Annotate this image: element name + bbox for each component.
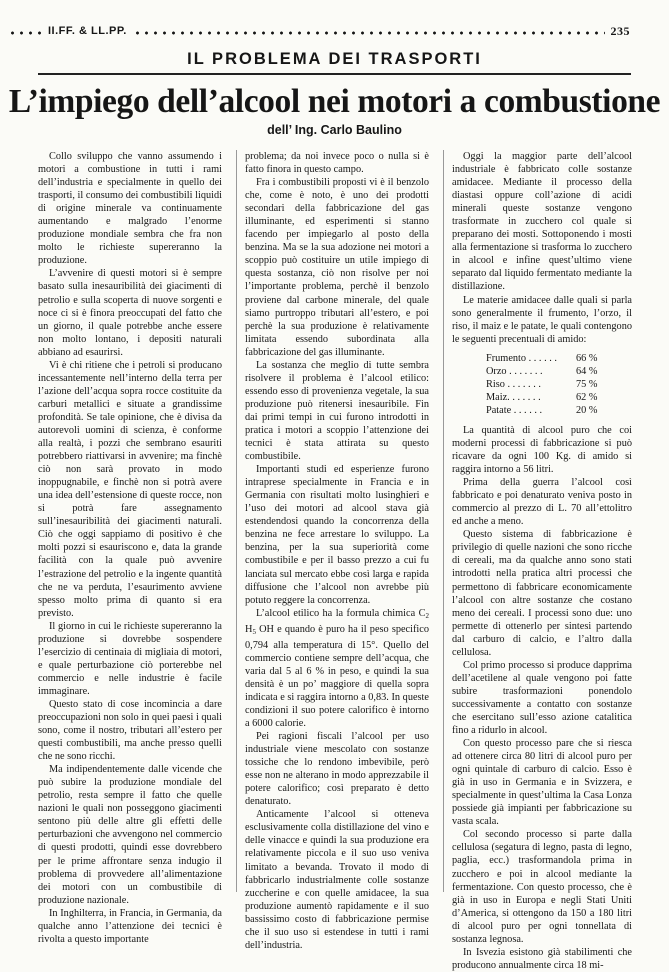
- paragraph: Oggi la maggior parte dell’alcool industriale è fabbricato colle sostanze amidacee. Mediante il processo della diastasi oppure coll’azione di acidi minerali queste sostanze vengono trasformate in zucchero col quale si preparano dei mosti. Sottoponendo i mosti alla fermentazione si trasforma lo zucchero in alcool e infine quest’ultimo viene separato dal liquido fermentato mediante la distillazione.: [452, 151, 632, 293]
- paragraph: Fra i combustibili proposti vi è il benzolo che, come è noto, è uno dei prodotti secondari della fabbricazione del gas illuminante, ed esperimenti si stanno facendo per impiegarlo al posto della benzina. Ma se la sua adozione nei motori a scoppio può costituire un utile impiego di questa sostanza, ciò non risolve per noi l’importante problema, perchè il benzolo proviene dal carbone minerale, del quale siamo purtroppo tributari all’estero, e poi perchè la sua produzione è relativamente limitata essendo subordinata alla fabbricazione del gas illuminante.: [245, 177, 429, 358]
- paragraph: Prima della guerra l’alcool così fabbricato e poi denaturato veniva posto in commercio al prezzo di L. 70 all’ettolitro ed anche a meno.: [452, 477, 632, 528]
- paragraph: Collo sviluppo che vanno assumendo i motori a combustione in tutti i rami dell’industria e specialmente in quello dei trasporti, il consumo dei combustibili liquidi di origine minerale va continuamente aumentando e malgrado l’enorme produzione mondiale sembra che fra non molto le richieste supereranno la produzione.: [38, 151, 222, 267]
- paragraph: Questo sistema di fabbricazione è privilegio di quelle nazioni che sono ricche di cereali, ma da qualche anno sono stati introdotti nella pratica altri processi che permettono di fabbricare economicamente l’alcool con altre sostanze che costano meno dei cereali. I processi sono due: uno permette di ottenerlo per sintesi partendo dal carburo di calcio, e l’altro dalla cellulosa.: [452, 529, 632, 658]
- paragraph: La sostanza che meglio di tutte sembra risolvere il problema è l’alcool etilico: essendo esso di provenienza vegetale, la sua produzione può ritenersi inesauribile. Fin dai primi tempi in cui furono introdotti in pratica i motori a scoppio l’attenzione dei tecnici è stata attirata su questo combustibile.: [245, 359, 429, 463]
- column-divider: [236, 150, 237, 892]
- paragraph: Vi è chi ritiene che i petroli si producano incessantemente nell’interno della terra per l’azione dell’acqua sopra rocce costituite da carburi metallici e situate a grandissime profondità. Se tale opinione, che è divisa da autorevoli uomini di scienza, è conforme alla realtà, i pozzi che sembrano esauriti potrebbero riattivarsi in avvenire; ma finchè ciò non sarà provato in modo inoppugnabile, e finchè non si potrà avere una idea dell’estensione di queste rocce, non si potrà fare assegnamento sull’inesauribilità dei giacimenti naturali. Ciò che oggi sappiamo di positivo è che molti pozzi si esauriscono e, data la grande facilità con la quale può avvenire l’estrazione del petrolio e la ingente quantità che ne va perduta, l’esaurimento avviene spesso molto prima di quanto si era previsto.: [38, 359, 222, 619]
- paragraph: problema; da noi invece poco o nulla si è fatto finora in questo campo.: [245, 151, 429, 176]
- table-row: Riso . . . . . . . 75 %: [486, 378, 598, 390]
- column-divider: [443, 150, 444, 892]
- paragraph: L’avvenire di questi motori si è sempre basato sulla inesauribilità dei giacimenti di petrolio e sulla scoperta di nuove sorgenti e noce ci si è finora preoccupati del fatto che un giorno, il quale potrebbe anche essere non molto lontano, i depositi naturali abbiano ad esaurirsi.: [38, 268, 222, 358]
- paragraph: Le materie amidacee dalle quali si parla sono generalmente il frumento, l’orzo, il riso, il maiz e le patate, le quali contengono le seguenti precentuali di amido:: [452, 294, 632, 345]
- paragraph: La quantità di alcool puro che coi moderni processi di fabbricazione si può ricavare da ogni 100 Kg. di amido si raggira intorno a 56 litri.: [452, 424, 632, 476]
- paragraph: In Inghilterra, in Francia, in Germania, da qualche anno l’attenzione dei tecnici è rivolta a questo importante: [38, 907, 222, 945]
- paragraph: Questo stato di cose incomincia a dare preoccupazioni non solo in quei paesi i quali sono, come il nostro, tributari all’estero per questi combustibili, ma anche presso quelli che ne sono ricchi.: [38, 698, 222, 763]
- table-row: Frumento . . . . . . 66 %: [486, 352, 598, 364]
- paragraph: Col primo processo si produce dapprima dell’acetilene al quale vengono poi fatte subire trasformazioni ponendolo successivamente a contatto con sostanze che esercitano sull’esso azione catalitica fino a ridurlo in alcool.: [452, 659, 632, 737]
- paragraph: Importanti studi ed esperienze furono intraprese specialmente in Francia e in Germania con risultati molto lusinghieri e l’uso dei motori ad alcool stava già estendendosi quando la concorrenza della benzina ne fece arrestare lo sviluppo. La benzina, per la sua superiorità come combustibile e per il basso prezzo a cui fu lanciata sul mercato ebbe così larga e rapida diffusione che l’alcool non avrebbe più potuto reggere la concorrenza.: [245, 464, 429, 606]
- byline: dell’ Ing. Carlo Baulino: [267, 123, 402, 137]
- paragraph: Pei ragioni fiscali l’alcool per uso industriale viene mescolato con sostanze tossiche che lo rendono imbevibile, però esse non ne alterano in modo apprezzabile il potere calorifico; così preparato è detto denaturato.: [245, 731, 429, 808]
- paragraph: In Isvezia esistono già stabilimenti che producono annualmente circa 18 mi-: [452, 946, 632, 971]
- table-row: Orzo . . . . . . . 64 %: [486, 365, 598, 377]
- journal-name: II.FF. & LL.PP.: [48, 25, 127, 37]
- paragraph: Con questo processo pare che si riesca ad ottenere circa 80 litri di alcool puro per ogni quintale di carburo di calcio. Esso è già in uso in Germania e in Svizzera, e specialmente in quest’ultima la Casa Lonza possiede già impianti per fabbricazione su vasta scala.: [452, 738, 632, 828]
- title-rule: [38, 73, 631, 75]
- column-2: [245, 150, 429, 952]
- paragraph: Col secondo processo si parte dalla cellulosa (segatura di legno, pasta di legno, paglia, ecc.) trasformandola prima in zucchero e poi in alcool mediante la fermentazione. Con questo processo, che è già in uso in Europa e negli Stati Uniti d’America, si ottengono da 150 a 180 litri di alcool puro per ogni tonnellata di sostanza legnosa.: [452, 829, 632, 945]
- paragraph: Anticamente l’alcool si otteneva esclusivamente colla distillazione del vino e delle vinacce e quindi la sua produzione era relativamente piccola e il suo uso veniva limitato a bevanda. Trovato il modo di fabbricarlo industrialmente colle sostanze zuccherine e con quelle amidacee, la sua produzione aumentò rapidamente e il suo bassissimo costo di fabbricazione permise che il suo uso si estendese in tutti i rami dell’industria.: [245, 809, 429, 951]
- starch-table: [486, 352, 597, 417]
- column-3: [452, 150, 632, 972]
- article-title: L’impiego dell’alcool nei motori a combustione: [8, 83, 661, 120]
- running-head: [8, 20, 630, 42]
- section-title: IL PROBLEMA DEI TRASPORTI: [187, 50, 482, 68]
- formula-paragraph: L’alcool etilico ha la formula chimica $C_2$ $H_5$ OH e quando è puro ha il peso specifico 0,794 alla temperatura di 15°. Quello del commercio contiene sempre dell’acqua, che varia dal 5 al 6 % in peso, e quindi la sua densità è un po’ maggiore di quella sopra indicata e si raggira intorno a 0,83. In queste condizioni il suo potere calorifico è intorno a 6000 calorie.: [245, 607, 429, 730]
- leader-dots: [8, 31, 42, 35]
- paragraph: Il giorno in cui le richieste supereranno la produzione si dovrebbe sospendere l’esercizio di centinaia di migliaia di motori, e quale perturbazione ciò porterebbe nel commercio e nelle industrie è facile immaginare.: [38, 620, 222, 697]
- paragraph: Ma indipendentemente dalle vicende che può subire la produzione mondiale del petrolio, resta sempre il fatto che quelle nazioni le quali non posseggono giacimenti sentono più delle altre gli effetti delle perturbazioni che avvengono nel commercio di questi prodotti, quindi esse dovrebbero per le prime affrontare senza indugio il problema di provvedere all’alimentazione dei motori con un combustibile di produzione nazionale.: [38, 764, 222, 906]
- leader-dots: [133, 31, 605, 35]
- column-1: [38, 150, 222, 946]
- table-row: Maiz. . . . . . . 62 %: [486, 391, 598, 403]
- table-row: Patate . . . . . . 20 %: [486, 404, 598, 416]
- page-number: 235: [610, 23, 630, 38]
